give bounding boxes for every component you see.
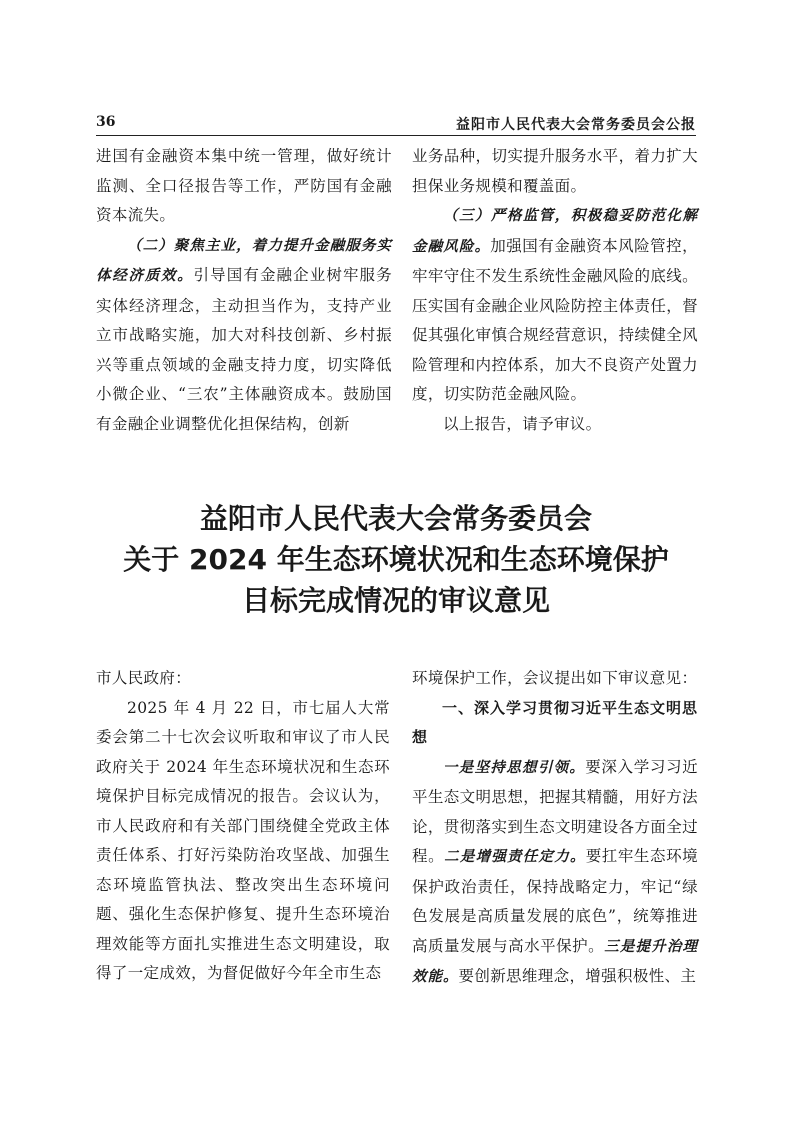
paragraph-text: 要深入学习习近平生态文明思想，把握其精髓，用好方法论，贯彻落实到生态文明建设各方面全过程。 [412, 757, 699, 865]
opinion-right-column [412, 664, 698, 993]
title-line: 益阳市人民代表大会常务委员会 [199, 502, 592, 535]
page-number: 36 [96, 114, 116, 130]
opinion-left-column [96, 664, 390, 989]
paragraph [412, 201, 698, 410]
previous-article-left-column [96, 142, 392, 439]
document-title [96, 498, 696, 621]
title-line: 目标完成情况的审议意见 [241, 584, 550, 617]
paragraph: 2025 年 4 月 22 日，市七届人大常委会第二十七次会议听取和审议了市人民政府关于 2024 年生态环境状况和生态环境保护目标完成情况的报告。会议认为，市人民政府和有关部门围绕健全党政主体责任体系、打好污染防治攻坚战、加强生态环境监管执法、整改突出生态环境问题、强化生态保护修复、提升生态环境治理效能等方面扎实推进生态文明建设，取得了一定成效，为督促做好今年全市生态 [96, 698, 390, 982]
title-line: 关于 2024 年生态环境状况和生态环境保护 [123, 543, 669, 576]
salutation: 市人民政府： [96, 669, 192, 687]
previous-article-right-column [412, 142, 698, 439]
running-header [96, 112, 696, 136]
journal-title: 益阳市人民代表大会常务委员会公报 [456, 117, 696, 133]
paragraph [96, 231, 392, 440]
paragraph-text: 加强国有金融资本风险管控，牢牢守住不发生系统性金融风险的底线。压实国有金融企业风险防控主体责任，督促其强化审慎合规经营意识，持续健全风险管理和内控体系，加大不良资产处置力度，切实防范金融风险。 [412, 236, 698, 403]
paragraph: 环境保护工作，会议提出如下审议意见： [412, 669, 698, 687]
header-rule [96, 135, 696, 136]
paragraph-text: 要创新思维理念，增强积极性、主 [458, 967, 697, 985]
subheading: （三）严格监管，积极稳妥防范化解金融风险。 [412, 208, 698, 255]
paragraph-text: 引导国有金融企业树牢服务实体经济理念，主动担当作为，支持产业立市战略实施，加大对科技创新、乡村振兴等重点领域的金融支持力度，切实降低小微企业、“三农”主体融资成本。鼓励国有金融企业调整优化担保结构，创新 [96, 266, 393, 433]
paragraph: 进国有金融资本集中统一管理，做好统计监测、全口径报告等工作，严防国有金融资本流失。 [96, 147, 392, 224]
paragraph-text: 要扛牢生态环境保护政治责任，保持战略定力，牢记“绿色发展是高质量发展的底色”，统筹推进高质量发展与高水平保护。 [412, 847, 699, 955]
key-phrase: 三是提升治理效能。 [412, 938, 699, 985]
paragraph [412, 753, 698, 993]
closing-line: 以上报告，请予审议。 [443, 414, 602, 433]
key-phrase: 二是增强责任定力。 [444, 849, 586, 865]
section-heading: 一、深入学习贯彻习近平生态文明思想 [412, 698, 699, 746]
subheading: （二）聚焦主业，着力提升金融服务实体经济质效。 [96, 237, 392, 284]
key-phrase: 一是坚持思想引领。 [443, 759, 586, 776]
paragraph: 业务品种，切实提升服务水平，着力扩大担保业务规模和覆盖面。 [412, 147, 698, 195]
